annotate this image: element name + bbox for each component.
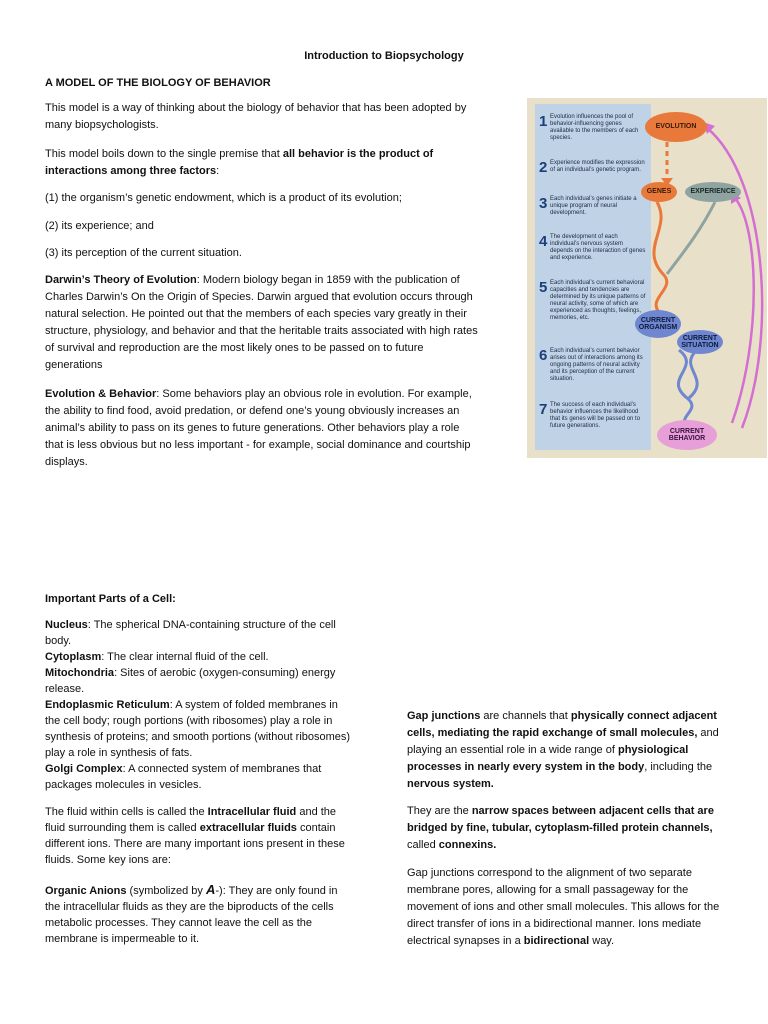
cell-part: Golgi Complex: A connected system of membranes that packages molecules in vesicles.: [45, 763, 322, 791]
factor-1: (1) the organism’s genetic endowment, which is a product of its evolution;: [45, 192, 402, 204]
figure-step-2: 2 Experience modifies the expression of an individual’s genetic program.: [539, 159, 645, 176]
cell-part: Cytoplasm: The clear internal fluid of the cell.: [45, 651, 269, 663]
genes-helix-a: [654, 202, 667, 312]
factor-2: (2) its experience; and: [45, 220, 154, 232]
evo-label: Evolution & Behavior: [45, 388, 157, 400]
intro-paragraph: [45, 100, 485, 134]
feedback-arrow-inner: [732, 198, 754, 423]
premise-paragraph: [45, 146, 485, 180]
evolution-behavior-paragraph: [45, 386, 477, 471]
figure-step-3: 3 Each individual’s genes initiate a unique program of neural development.: [539, 195, 637, 216]
experience-node: EXPERIENCE: [685, 182, 741, 202]
cell-heading: Important Parts of a Cell:: [45, 593, 176, 605]
gap-junction-paragraph-2: They are the narrow spaces between adjacent cells that are bridged by fine, tubular, cytoplasm-filled protein channels, called connexins.: [407, 805, 714, 851]
genes-helix-b: [667, 202, 715, 274]
evolution-node: EVOLUTION: [645, 112, 707, 142]
anion-symbol: A: [205, 882, 216, 897]
page-title: Introduction to Biopsychology: [304, 50, 464, 62]
current-organism-node: CURRENT ORGANISM: [635, 310, 681, 338]
figure-step-4: 4 The development of each individual’s nervous system depends on the interaction of genes and experience.: [539, 233, 646, 261]
cell-parts-list: [45, 617, 355, 793]
model-description: This model is a way of thinking about the biology of behavior that has been adopted by many biopsychologists.: [45, 102, 467, 131]
figure-step-6: 6 Each individual’s current behavior arises out of interactions among its ongoing patterns of neural activity and its perception of the current situation.: [539, 347, 643, 382]
cell-part: Nucleus: The spherical DNA-containing structure of the cell body.: [45, 619, 336, 647]
cell-part: Mitochondria: Sites of aerobic (oxygen-consuming) energy release.: [45, 667, 336, 695]
cell-part: Endoplasmic Reticulum: A system of folded membranes in the cell body; rough portions (with ribosomes) play a role in synthesis of proteins; and smooth portions (without ribosomes) play a role in synthesis of fats.: [45, 699, 351, 759]
genes-node: GENES: [641, 182, 677, 202]
situation-helix: [689, 350, 697, 398]
darwin-label: Darwin’s Theory of Evolution: [45, 274, 197, 286]
figure-step-1: 1 Evolution influences the pool of behavior-influencing genes available to the members of each species.: [539, 113, 639, 141]
figure-arrows: [527, 98, 767, 458]
evo-text: : Some behaviors play an obvious role in evolution. For example, the ability to find food, avoid predation, or defend one’s young obviously increases an animal’s ability to pass on its genes to future generations. Other behaviors play a role that is less obvious but no less important - for example, social dominance and courtship displays.: [45, 388, 472, 468]
section-heading: A MODEL OF THE BIOLOGY OF BEHAVIOR: [45, 77, 271, 89]
fluids-paragraph: The fluid within cells is called the Intracellular fluid and the fluid surrounding them is called extracellular fluids contain different ions. There are many important ions present in these fluids. Some key ions are:: [45, 806, 345, 866]
biopsychology-model-figure: [527, 98, 767, 458]
current-situation-node: CURRENT SITUATION: [677, 330, 723, 354]
factor-3: (3) its perception of the current situation.: [45, 247, 242, 259]
organic-anions-paragraph: Organic Anions (symbolized by A-): They are only found in the intracellular fluids as they are the biproducts of the cells metabolic processes. They cannot leave the cell as the membrane is impermeable to it.: [45, 882, 338, 945]
figure-step-7: 7 The success of each individual’s behavior influences the likelihood that its genes will be passed on to future generations.: [539, 401, 641, 429]
premise-text: This model boils down to the single premise that all behavior is the product of interactions among three factors:: [45, 148, 434, 177]
darwin-text: : Modern biology began in 1859 with the publication of Charles Darwin’s On the Origin of Species. Darwin argued that evolution occurs through natural selection. He pointed out that the members of each species vary greatly in their structure, physiology, and behavior and that the heritable traits associated with high rates of survival and reproduction are the most likely ones to be passed on to future generations: [45, 274, 478, 371]
gap-junction-paragraph-1: Gap junctions are channels that physically connect adjacent cells, mediating the rapid exchange of small molecules, and playing an essential role in a wide range of physiological processes in nearly every system in the body, including the nervous system.: [407, 710, 719, 790]
figure-step-5: 5 Each individual’s current behavioral capacities and tendencies are determined by its unique patterns of neural activity, some of which are experienced as thoughts, feelings, memories, etc.: [539, 279, 646, 321]
current-behavior-node: CURRENT BEHAVIOR: [657, 420, 717, 450]
darwin-paragraph: [45, 272, 483, 374]
gap-junction-paragraph-3: Gap junctions correspond to the alignment of two separate membrane pores, allowing for a small passageway for the movement of ions and other small molecules. This allows for the direct transfer of ions in a bidirectional manner. Ions mediate electrical synapses in a bidirectional way.: [407, 867, 720, 947]
